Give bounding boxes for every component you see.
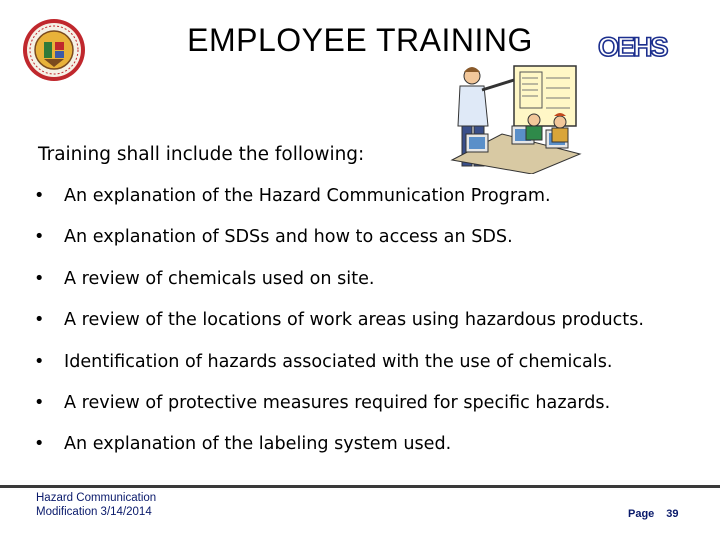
- list-item-text: An explanation of the Hazard Communication Program.: [64, 186, 551, 206]
- training-clipart: [442, 64, 582, 174]
- page-number-value: 39: [666, 508, 679, 520]
- training-topics-list: [30, 176, 644, 466]
- slide-title: EMPLOYEE TRAINING: [187, 22, 533, 58]
- intro-text: Training shall include the following:: [38, 144, 365, 165]
- list-item-text: A review of the locations of work areas using hazardous products.: [64, 310, 644, 331]
- bullet-icon: •: [34, 186, 45, 206]
- oehs-logo: OEHS: [598, 32, 667, 62]
- list-item: [30, 424, 644, 465]
- list-item-text: A review of protective measures required for specific hazards.: [64, 392, 611, 413]
- list-item: [30, 176, 644, 217]
- bullet-icon: •: [34, 227, 45, 248]
- footer-modification-date: Modification 3/14/2014: [36, 506, 152, 518]
- list-item-text: A review of chemicals used on site.: [64, 268, 375, 289]
- list-item: [30, 217, 644, 258]
- bullet-icon: •: [34, 268, 45, 289]
- footer-document-title: Hazard Communication: [36, 492, 157, 504]
- list-item-text: Identification of hazards associated with the use of chemicals.: [64, 351, 613, 372]
- list-item: [30, 259, 644, 300]
- list-item-text: An explanation of SDSs and how to access an SDS.: [64, 227, 513, 248]
- page-number: [628, 508, 679, 520]
- bullet-icon: •: [34, 392, 45, 413]
- footer-divider: [0, 485, 720, 488]
- list-item: [30, 342, 644, 383]
- page-label: Page: [628, 508, 655, 520]
- list-item-text: An explanation of the labeling system used.: [64, 434, 452, 455]
- footer-document-info: [36, 491, 156, 519]
- list-item: [30, 383, 644, 424]
- bullet-icon: •: [34, 351, 45, 372]
- list-item: [30, 300, 644, 341]
- bullet-icon: •: [34, 310, 45, 331]
- bullet-icon: •: [34, 434, 45, 455]
